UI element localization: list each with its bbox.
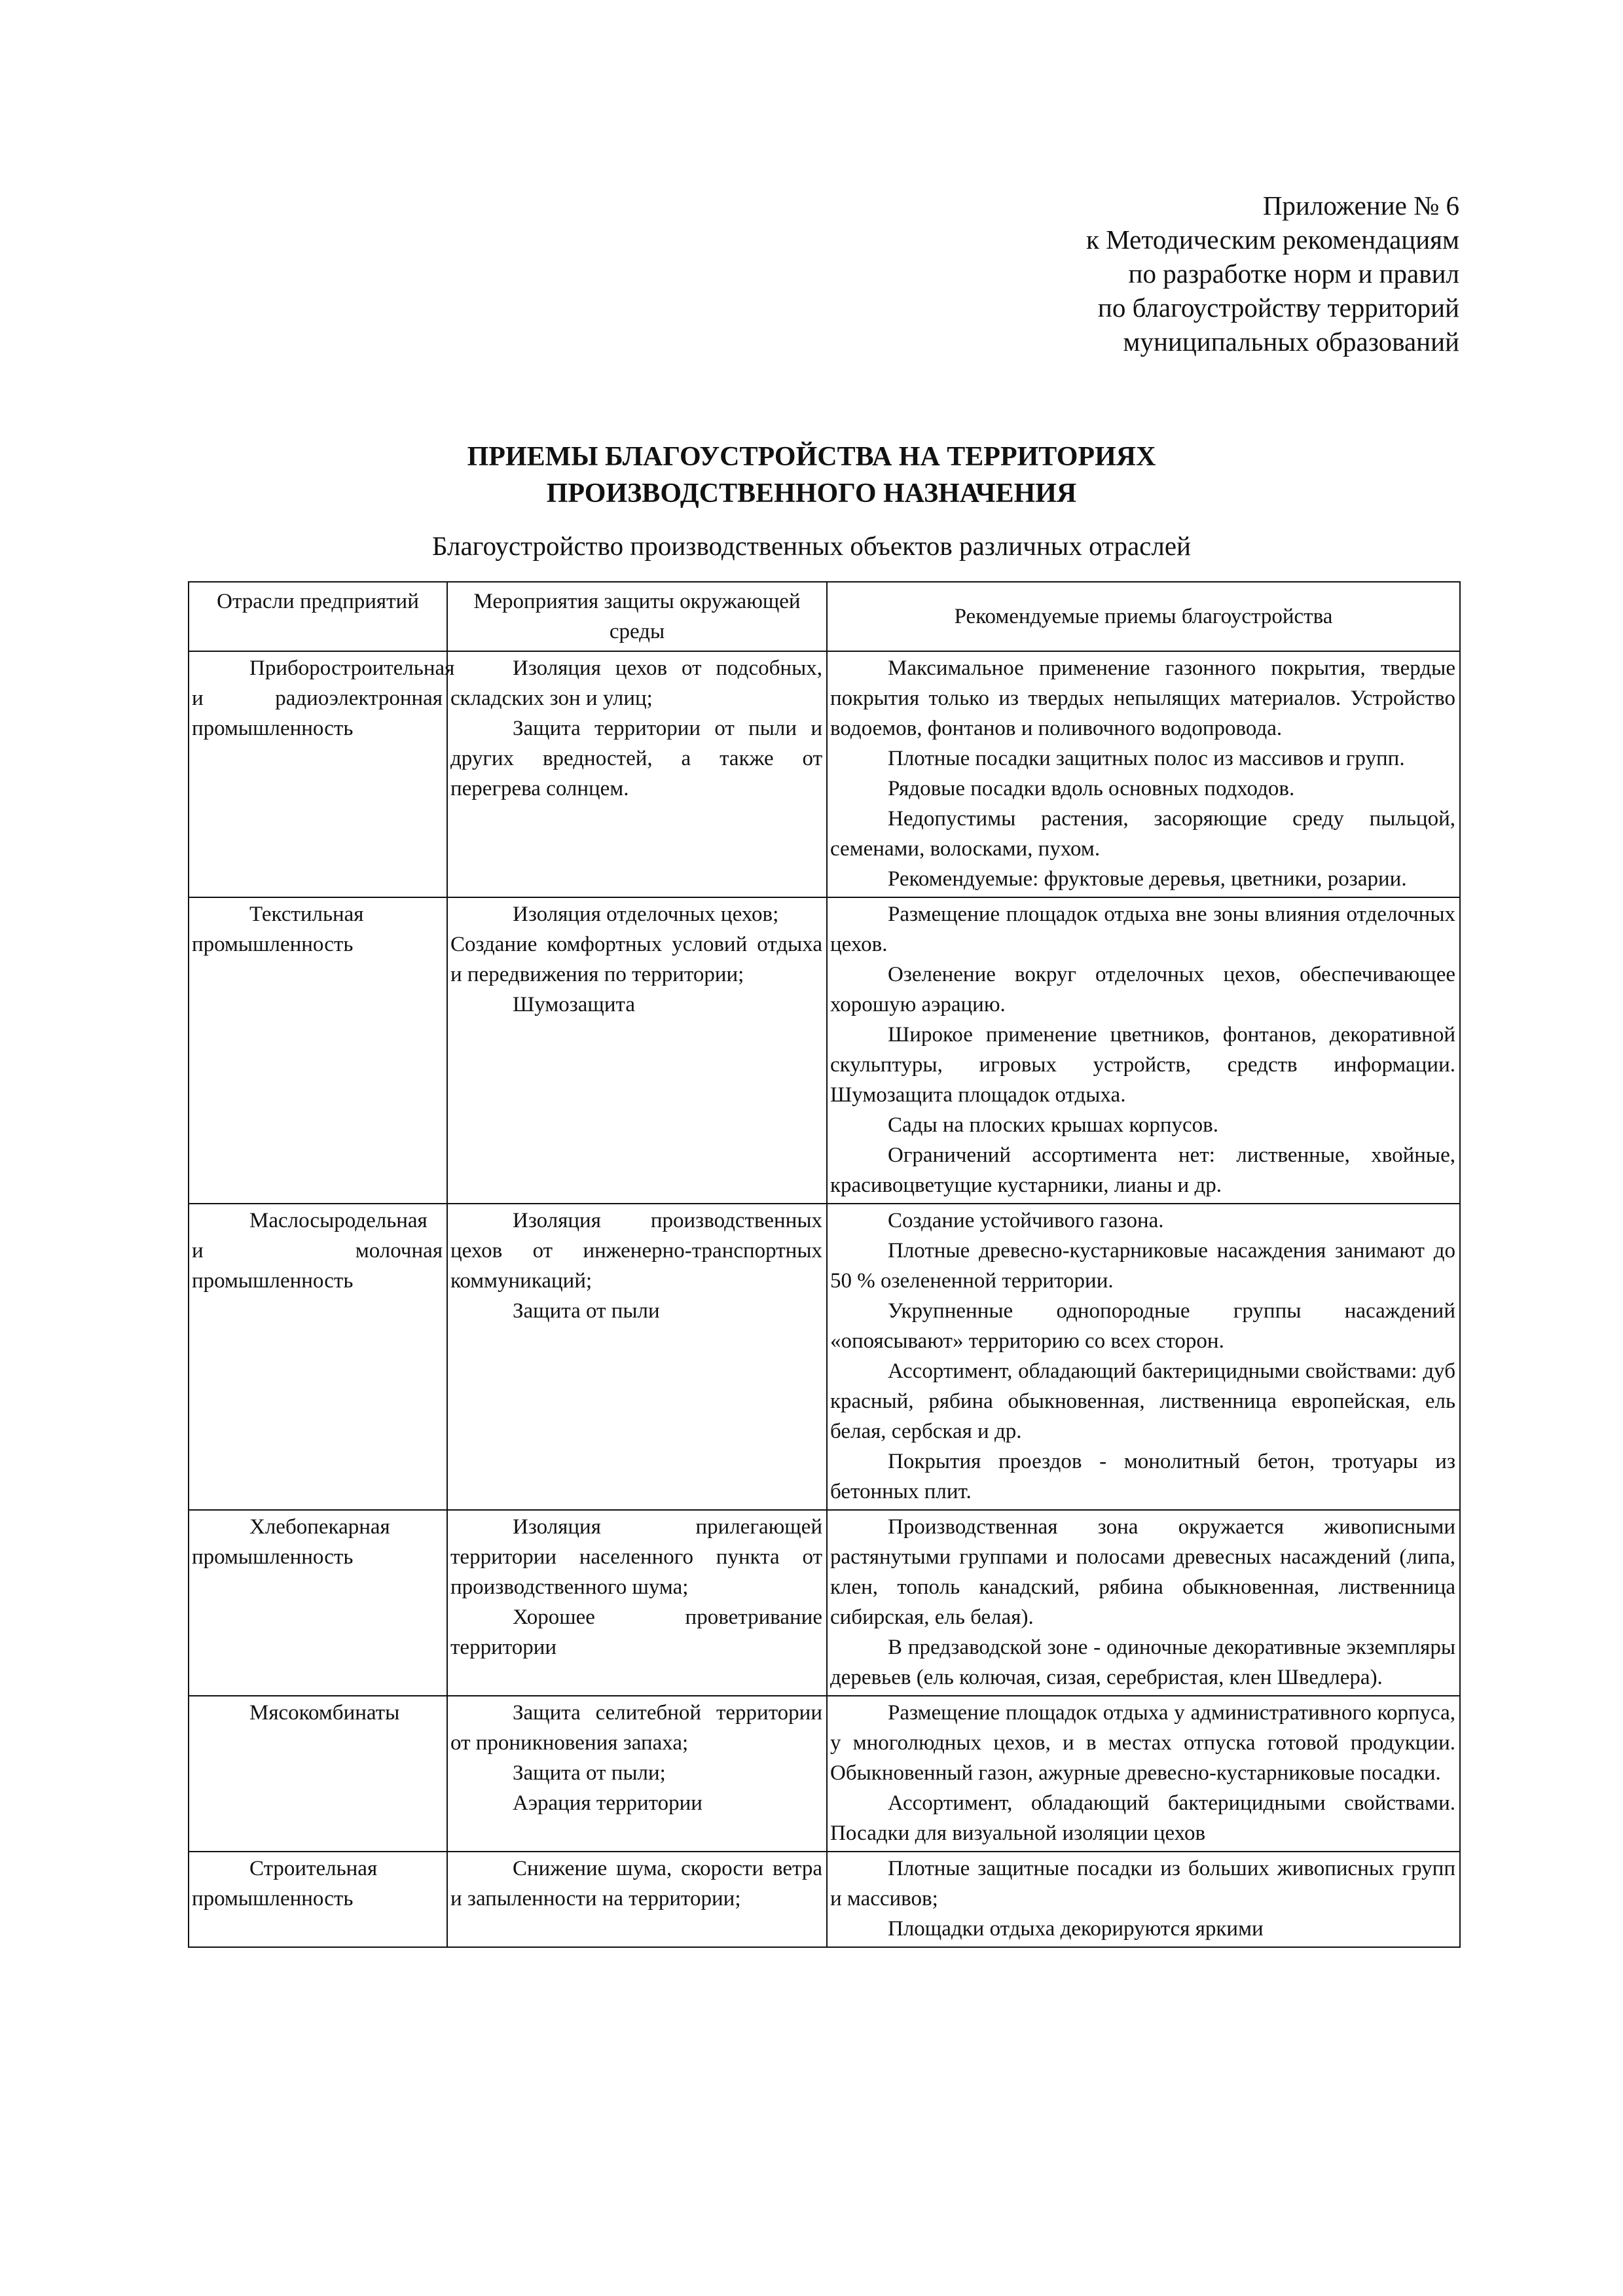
appendix-line: муниципальных образований	[1123, 327, 1459, 357]
title-line: ПРИЕМЫ БЛАГОУСТРОЙСТВА НА ТЕРРИТОРИЯХ	[467, 442, 1156, 472]
header-branches: Отрасли предприятий	[189, 582, 447, 651]
measure-text: Изоляция отделочных цехов;	[513, 903, 779, 926]
technique-text: Производственная зона окружается живописными растянутыми группами и полосами древесных насаждений (липа, клен, тополь канадский, рябина обыкновенная, лиственница сибирская, ель белая).	[830, 1515, 1455, 1629]
technique-text: Недопустимы растения, засоряющие среду пыльцой, семенами, волосками, пухом.	[830, 807, 1455, 861]
techniques-cell	[827, 1204, 1460, 1510]
table-row	[189, 651, 1460, 897]
measures-cell	[447, 651, 827, 897]
techniques-cell	[827, 651, 1460, 897]
table-row	[189, 1852, 1460, 1947]
technique-text: Плотные защитные посадки из больших живописных групп и массивов;	[830, 1857, 1455, 1910]
measures-cell	[447, 897, 827, 1204]
appendix-line: к Методическим рекомендациям	[1086, 224, 1459, 255]
measure-text: Хорошее проветривание территории	[450, 1605, 822, 1659]
branch-cell	[189, 651, 455, 897]
branch-cell	[189, 1204, 447, 1510]
technique-text: Создание устойчивого газона.	[888, 1209, 1164, 1232]
measure-text: Создание комфортных условий отдыха и передвижения по территории;	[450, 933, 822, 986]
technique-text: Максимальное применение газонного покрытия, твердые покрытия только из твердых непылящих материалов. Устройство водоемов, фонтанов и поливочного водопровода.	[830, 656, 1455, 740]
measure-text: Защита территории от пыли и других вредностей, а также от перегрева солнцем.	[450, 717, 822, 800]
technique-text: Покрытия проездов - монолитный бетон, тротуары из бетонных плит.	[830, 1450, 1455, 1503]
table-header-row	[189, 582, 1460, 651]
table-row	[189, 1204, 1460, 1510]
technique-text: Ассортимент, обладающий бактерицидными свойствами. Посадки для визуальной изоляции цехов	[830, 1791, 1455, 1845]
technique-text: Размещение площадок отдыха вне зоны влияния отделочных цехов.	[830, 903, 1455, 956]
branch-cell	[189, 1696, 447, 1852]
title-line: ПРОИЗВОДСТВЕННОГО НАЗНАЧЕНИЯ	[546, 478, 1077, 509]
branch-name: Мясокомбинаты	[249, 1701, 400, 1725]
branch-cell	[189, 897, 447, 1204]
measure-text: Изоляция прилегающей территории населенного пункта от производственного шума;	[450, 1515, 822, 1599]
branch-name: Маслосыродельная и молочная промышленность	[192, 1209, 443, 1293]
appendix-line: по разработке норм и правил	[1128, 259, 1459, 289]
appendix-number: Приложение № 6	[1262, 190, 1459, 221]
measure-text: Защита от пыли	[513, 1299, 660, 1323]
branch-name: Хлебопекарная промышленность	[192, 1515, 390, 1569]
header-techniques: Рекомендуемые приемы благоустройства	[827, 582, 1460, 651]
technique-text: Плотные посадки защитных полос из массивов и групп.	[888, 747, 1405, 770]
measure-text: Изоляция цехов от подсобных, складских зон и улиц;	[450, 656, 822, 710]
table-row	[189, 1696, 1460, 1852]
measures-cell	[447, 1510, 827, 1696]
measures-cell	[447, 1852, 827, 1947]
branch-name: Текстильная промышленность	[192, 903, 364, 956]
measure-text: Шумозащита	[513, 993, 635, 1016]
technique-text: Ассортимент, обладающий бактерицидными свойствами: дуб красный, рябина обыкновенная, лиственница европейская, ель белая, сербская и др.	[830, 1359, 1455, 1443]
techniques-cell	[827, 897, 1460, 1204]
technique-text: В предзаводской зоне - одиночные декоративные экземпляры деревьев (ель колючая, сизая, серебристая, клен Шведлера).	[830, 1636, 1455, 1689]
table-row	[189, 897, 1460, 1204]
technique-text: Широкое применение цветников, фонтанов, декоративной скульптуры, игровых устройств, средств информации. Шумозащита площадок отдыха.	[830, 1023, 1455, 1107]
branch-cell	[189, 1510, 447, 1696]
measure-text: Снижение шума, скорости ветра и запыленности на территории;	[450, 1857, 822, 1910]
branch-name: Приборостроительная и радиоэлектронная промышленность	[192, 656, 455, 740]
technique-text: Площадки отдыха декорируются яркими	[888, 1917, 1264, 1941]
technique-text: Сады на плоских крышах корпусов.	[888, 1113, 1218, 1137]
branch-cell	[189, 1852, 447, 1947]
measures-cell	[447, 1204, 827, 1510]
techniques-cell	[827, 1510, 1460, 1696]
branch-name: Строительная промышленность	[192, 1857, 378, 1910]
technique-text: Озеленение вокруг отделочных цехов, обеспечивающее хорошую аэрацию.	[830, 963, 1455, 1016]
technique-text: Рекомендуемые: фруктовые деревья, цветники, розарии.	[888, 867, 1407, 891]
measure-text: Защита селитебной территории от проникновения запаха;	[450, 1701, 822, 1755]
measures-cell	[447, 1696, 827, 1852]
appendix-header	[1086, 188, 1459, 359]
techniques-cell	[827, 1696, 1460, 1852]
technique-text: Размещение площадок отдыха у административного корпуса, у многолюдных цехов, и в местах отпуска готовой продукции. Обыкновенный газон, ажурные древесно-кустарниковые посадки.	[830, 1701, 1455, 1785]
table-caption: Благоустройство производственных объектов различных отраслей	[432, 531, 1191, 561]
table-row	[189, 1510, 1460, 1696]
measure-text: Изоляция производственных цехов от инженерно-транспортных коммуникаций;	[450, 1209, 822, 1293]
appendix-line: по благоустройству территорий	[1097, 293, 1459, 323]
measure-text: Защита от пыли;	[513, 1761, 666, 1785]
technique-text: Ограничений ассортимента нет: лиственные, хвойные, красивоцветущие кустарники, лианы и др.	[830, 1143, 1455, 1197]
document-title	[0, 439, 1623, 512]
technique-text: Рядовые посадки вдоль основных подходов.	[888, 777, 1295, 800]
landscaping-table	[188, 581, 1461, 1948]
technique-text: Укрупненные однопородные группы насаждений «опоясывают» территорию со всех сторон.	[830, 1299, 1455, 1353]
technique-text: Плотные древесно-кустарниковые насаждения занимают до 50 % озелененной территории.	[830, 1239, 1455, 1293]
header-measures: Мероприятия защиты окружающей среды	[447, 582, 827, 651]
measure-text: Аэрация территории	[513, 1791, 702, 1815]
techniques-cell	[827, 1852, 1460, 1947]
